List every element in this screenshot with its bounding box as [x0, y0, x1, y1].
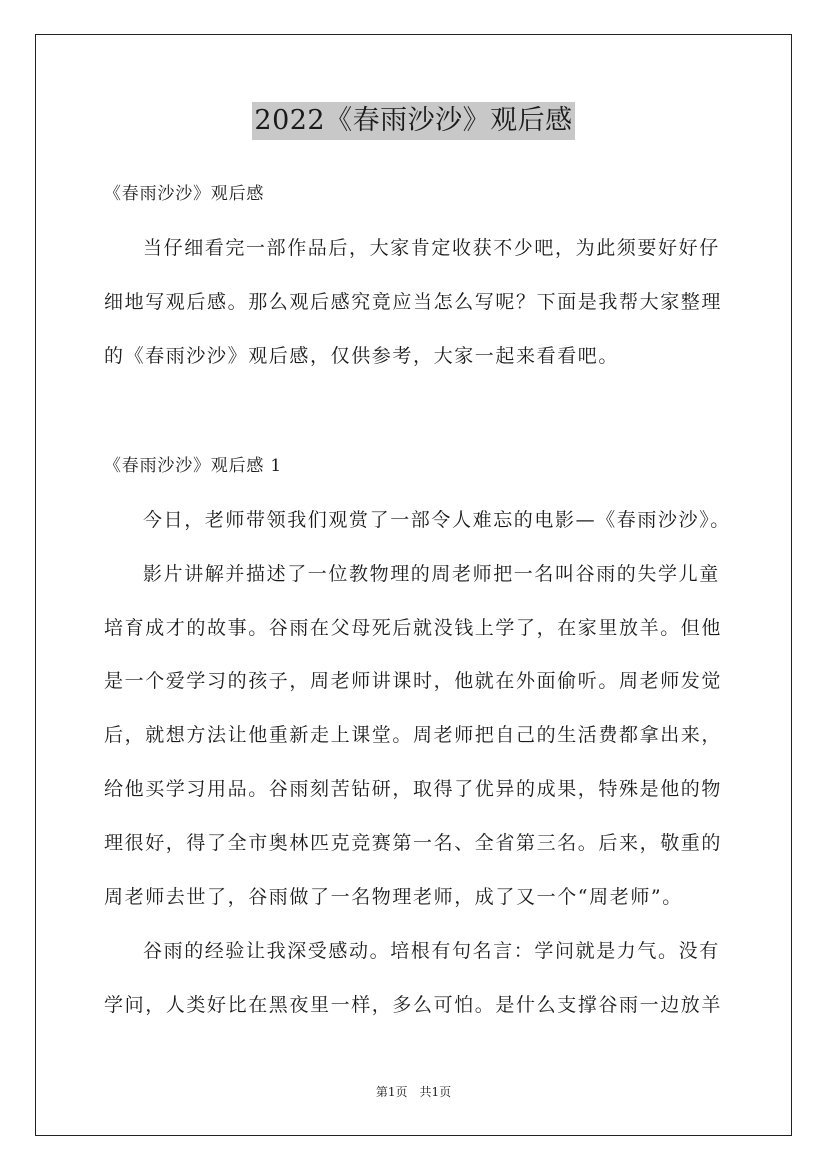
- body-line-7: 理很好，得了全市奥林匹克竞赛第一名、全省第三名。后来，敬重的: [104, 832, 723, 854]
- body-line-2: 影片讲解并描述了一位教物理的周老师把一名叫谷雨的失学儿童: [143, 563, 720, 585]
- intro-line-3: 的《春雨沙沙》观后感，仅供参考，大家一起来看看吧。: [104, 345, 620, 367]
- intro-line-2: 细地写观后感。那么观后感究竟应当怎么写呢？下面是我帮大家整理: [104, 291, 723, 313]
- body-line-3: 培育成才的故事。谷雨在父母死后就没钱上学了，在家里放羊。但他: [104, 617, 723, 639]
- body-line-4: 是一个爱学习的孩子，周老师讲课时，他就在外面偷听。周老师发觉: [104, 670, 723, 692]
- body-line-10: 学问，人类好比在黑夜里一样，多么可怕。是什么支撑谷雨一边放羊: [104, 994, 723, 1016]
- body-line-8: 周老师去世了，谷雨做了一名物理老师，成了又一个“周老师”。: [104, 886, 683, 908]
- body-line-6: 给他买学习用品。谷雨刻苦钻研，取得了优异的成果，特殊是他的物: [104, 778, 723, 800]
- title-container: [0, 102, 827, 140]
- essay-heading: 《春雨沙沙》观后感 1: [104, 456, 283, 476]
- section-heading: 《春雨沙沙》观后感: [104, 184, 265, 204]
- body-line-5: 后，就想方法让他重新走上课堂。周老师把自己的生活费都拿出来，: [104, 724, 723, 746]
- page-footer: 第1页 共1页: [375, 1085, 452, 1099]
- body-line-9: 谷雨的经验让我深受感动。培根有句名言：学问就是力气。没有: [143, 940, 720, 962]
- intro-line-1: 当仔细看完一部作品后，大家肯定收获不少吧，为此须要好好仔: [143, 237, 720, 259]
- body-line-1: 今日，老师带领我们观赏了一部令人难忘的电影—《春雨沙沙》。: [143, 509, 731, 531]
- document-title: 2022《春雨沙沙》观后感: [252, 102, 574, 140]
